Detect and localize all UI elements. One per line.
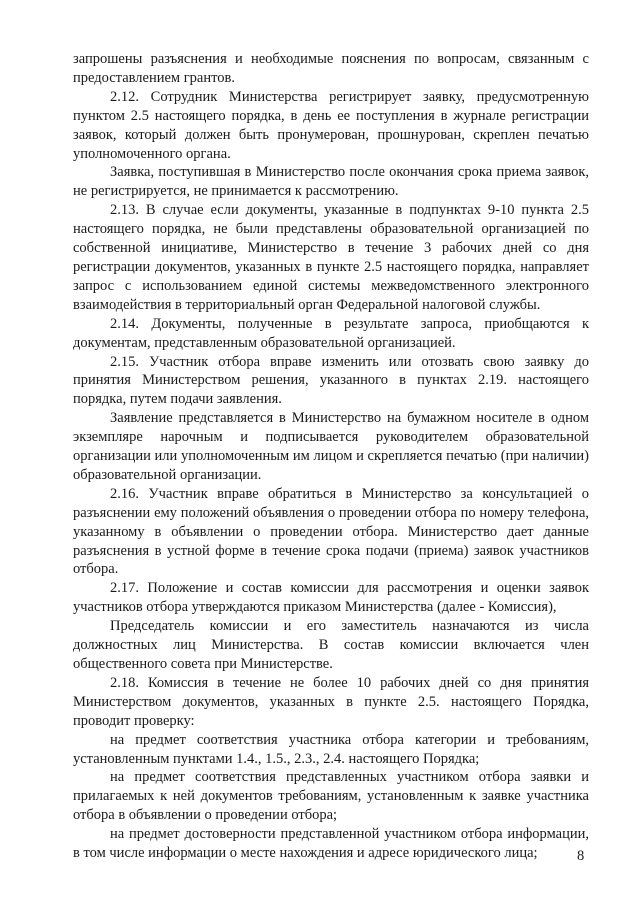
paragraph-continuation: запрошены разъяснения и необходимые пояснения по вопросам, связанным с предоставлением грантов. <box>73 51 589 86</box>
paragraph-2-17: 2.17. Положение и состав комиссии для рассмотрения и оценки заявок участников отбора утверждаются приказом Министерства (далее - Комиссия), <box>73 580 589 616</box>
paragraph-check-documents: на предмет соответствия представленных участником отбора заявки и прилагаемых к ней документов требованиям, установленным к заявке участника отбора в объявлении о проведении отбора; <box>73 769 589 824</box>
paragraph-application-submission: Заявление представляется в Министерство на бумажном носителе в одном экземпляре нарочным и подписывается руководителем образовательной организации или уполномоченным им лицом и скрепляется печатью (при наличии) образовательной организации. <box>73 410 589 483</box>
page-number: 8 <box>577 848 585 864</box>
paragraph-commission-chair: Председатель комиссии и его заместитель назначаются из числа должностных лиц Министерства. В состав комиссии включается член общественного совета при Министерстве. <box>73 618 589 672</box>
paragraph-late-application: Заявка, поступившая в Министерство после окончания срока приема заявок, не регистрируется, не принимается к рассмотрению. <box>73 164 589 200</box>
paragraph-2-18: 2.18. Комиссия в течение не более 10 рабочих дней со дня принятия Министерством документов, указанных в пункте 2.5. настоящего Порядка, проводит проверку: <box>73 674 589 729</box>
paragraph-2-15: 2.15. Участник отбора вправе изменить или отозвать свою заявку до принятия Министерством решения, указанного в пунктах 2.19. настоящего порядка, путем подачи заявления. <box>73 353 589 408</box>
document-body <box>73 50 589 863</box>
paragraph-check-category: на предмет соответствия участника отбора категории и требованиям, установленным пунктами 1.4., 1.5., 2.3., 2.4. настоящего Порядка; <box>73 731 589 767</box>
paragraph-2-13: 2.13. В случае если документы, указанные в подпунктах 9-10 пункта 2.5 настоящего порядка, не были представлены образовательной организацией по собственной инициативе, Министерство в течение 3 рабочих дней со дня регистрации документов, указанных в пункте 2.5 настоящего порядка, направляет запрос с использованием единой системы межведомственного электронного взаимодействия в территориальный орган Федеральной налоговой службы. <box>73 202 589 313</box>
paragraph-2-14: 2.14. Документы, полученные в результате запроса, приобщаются к документам, представленным образовательной организацией. <box>73 315 589 351</box>
paragraph-2-12: 2.12. Сотрудник Министерства регистрирует заявку, предусмотренную пунктом 2.5 настоящего порядка, в день ее поступления в журнале регистрации заявок, который должен быть пронумерован, прошнурован, скреплен печатью уполномоченного органа. <box>73 88 589 162</box>
paragraph-2-16: 2.16. Участник вправе обратиться в Министерство за консультацией о разъяснении ему положений объявления о проведении отбора по номеру телефона, указанному в объявлении о проведении отбора. Министерство дает данные разъяснения в устной форме в течение срока подачи (приема) заявок участников отбора. <box>73 485 589 578</box>
paragraph-check-reliability: на предмет достоверности представленной участником отбора информации, в том числе информации о месте нахождения и адресе юридического лица; <box>73 826 589 862</box>
